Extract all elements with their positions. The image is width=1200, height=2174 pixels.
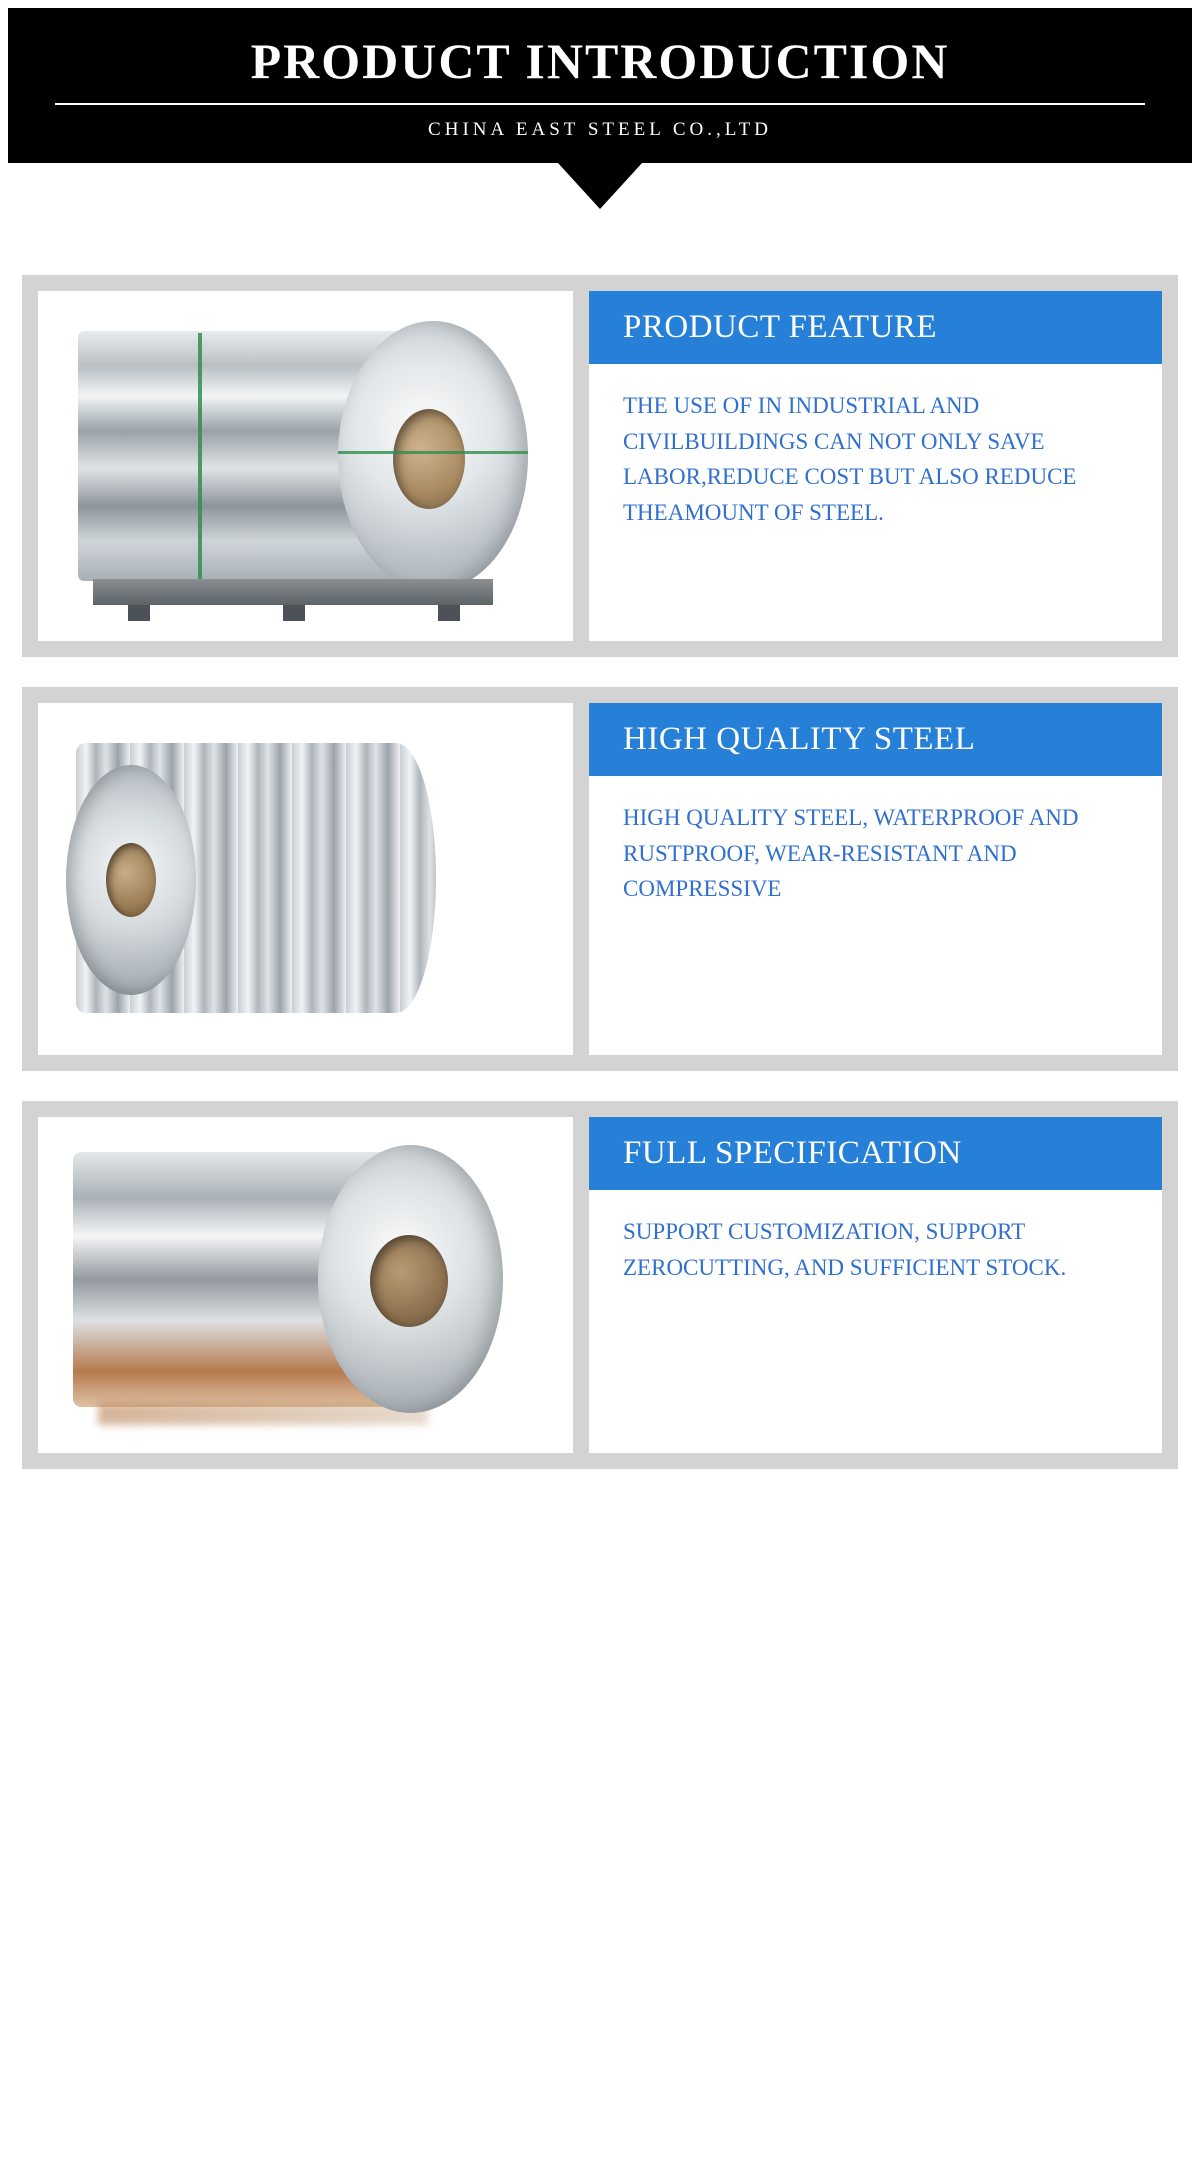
feature-card-list xyxy=(22,275,1178,1469)
company-name: CHINA EAST STEEL CO.,LTD xyxy=(428,119,772,140)
feature-card-heading: PRODUCT FEATURE xyxy=(589,291,1162,364)
feature-card-text xyxy=(589,291,1162,641)
feature-card xyxy=(22,687,1178,1071)
steel-coil-illustration xyxy=(38,1117,573,1453)
feature-card-text xyxy=(589,703,1162,1055)
feature-card-body: HIGH QUALITY STEEL, WATERPROOF AND RUSTPROOF, WEAR-RESISTANT AND COMPRESSIVE xyxy=(623,805,1079,902)
steel-coil-illustration xyxy=(38,291,573,641)
banner-divider xyxy=(55,103,1144,105)
page-title: PRODUCT INTRODUCTION xyxy=(250,33,950,89)
feature-card-body: THE USE OF IN INDUSTRIAL AND CIVILBUILDINGS CAN NOT ONLY SAVE LABOR,REDUCE COST BUT ALSO REDUCE THEAMOUNT OF STEEL. xyxy=(623,393,1077,525)
product-image-2 xyxy=(38,703,573,1055)
product-image-1 xyxy=(38,291,573,641)
banner-arrow-icon xyxy=(558,163,642,209)
feature-card-heading: HIGH QUALITY STEEL xyxy=(589,703,1162,776)
feature-card xyxy=(22,1101,1178,1469)
feature-card-text xyxy=(589,1117,1162,1453)
page-banner xyxy=(8,8,1192,163)
steel-coil-illustration xyxy=(38,703,573,1055)
feature-card xyxy=(22,275,1178,657)
feature-card-heading: FULL SPECIFICATION xyxy=(589,1117,1162,1190)
product-image-3 xyxy=(38,1117,573,1453)
feature-card-body: SUPPORT CUSTOMIZATION, SUPPORT ZEROCUTTING, AND SUFFICIENT STOCK. xyxy=(623,1219,1067,1280)
